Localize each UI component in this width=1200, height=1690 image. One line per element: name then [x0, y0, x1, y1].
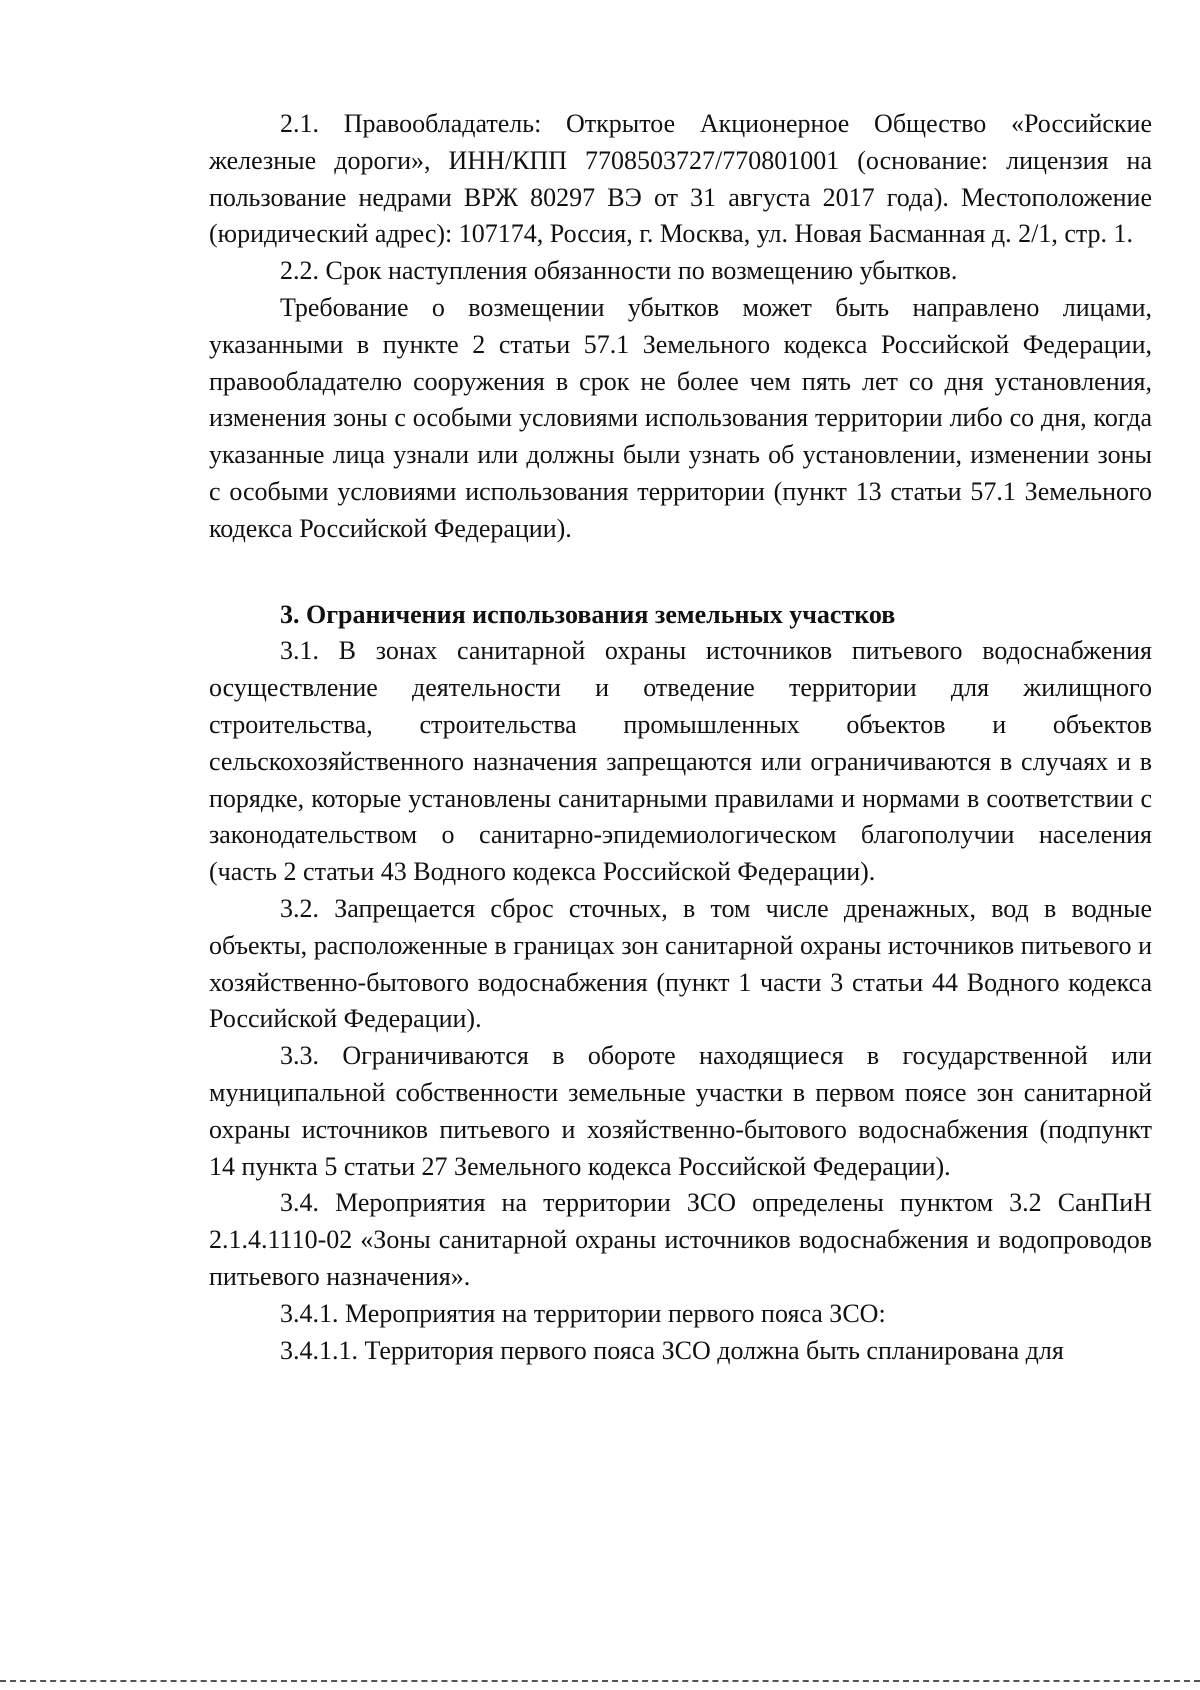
- paragraph-3-4-1-1: 3.4.1.1. Территория первого пояса ЗСО должна быть спланирована для: [280, 1335, 1064, 1365]
- paragraph-3-3: 3.3. Ограничиваются в обороте находящиеся в государственной или муниципальной собственности земельные участки в первом поясе зон санитарной охраны источников питьевого и хозяйственно-бытового водоснабжения (подпункт 14 пункта 5 статьи 27 Земельного кодекса Российской Федерации).: [209, 1041, 1152, 1181]
- section-3-heading: 3. Ограничения использования земельных участков: [280, 599, 896, 629]
- paragraph-2-2-text: Требование о возмещении убытков может быть направлено лицами, указанными в пункте 2 статьи 57.1 Земельного кодекса Российской Федерации, правообладателю сооружения в срок не более чем пять лет со дня установления, изменения зоны с особыми условиями использования территории либо со дня, когда указанные лица узнали или должны были узнать об установлении, изменении зоны с особыми условиями использования территории (пункт 13 статьи 57.1 Земельного кодекса Российской Федерации).: [209, 292, 1152, 543]
- paragraph-2-1: 2.1. Правообладатель: Открытое Акционерное Общество «Российские железные дороги», ИНН/КПП 7708503727/770801001 (основание: лицензия на пользование недрами ВРЖ 80297 ВЭ от 31 августа 2017 года). Местоположение (юридический адрес): 107174, Россия, г. Москва, ул. Новая Басманная д. 2/1, стр. 1.: [209, 109, 1152, 249]
- document-page: [209, 106, 1152, 1369]
- paragraph-3-2: 3.2. Запрещается сброс сточных, в том числе дренажных, вод в водные объекты, расположенные в границах зон санитарной охраны источников питьевого и хозяйственно-бытового водоснабжения (пункт 1 части 3 статьи 44 Водного кодекса Российской Федерации).: [209, 893, 1152, 1034]
- paragraph-3-1: 3.1. В зонах санитарной охраны источников питьевого водоснабжения осуществление деятельности и отведение территории для жилищного строительства, строительства промышленных объектов и объектов сельскохозяйственного назначения запрещаются или ограничиваются в случаях и в порядке, которые установлены санитарными правилами и нормами в соответствии с законодательством о санитарно-эпидемиологическом благополучии населения (часть 2 статьи 43 Водного кодекса Российской Федерации).: [209, 636, 1152, 887]
- paragraph-3-4: 3.4. Мероприятия на территории ЗСО определены пунктом 3.2 СанПиН 2.1.4.1110-02 «Зоны санитарной охраны источников водоснабжения и водопроводов питьевого назначения».: [209, 1188, 1152, 1291]
- page-bottom-rule: [0, 1680, 1200, 1682]
- paragraph-3-4-1: 3.4.1. Мероприятия на территории первого пояса ЗСО:: [280, 1298, 886, 1328]
- paragraph-2-2: 2.2. Срок наступления обязанности по возмещению убытков.: [280, 256, 958, 286]
